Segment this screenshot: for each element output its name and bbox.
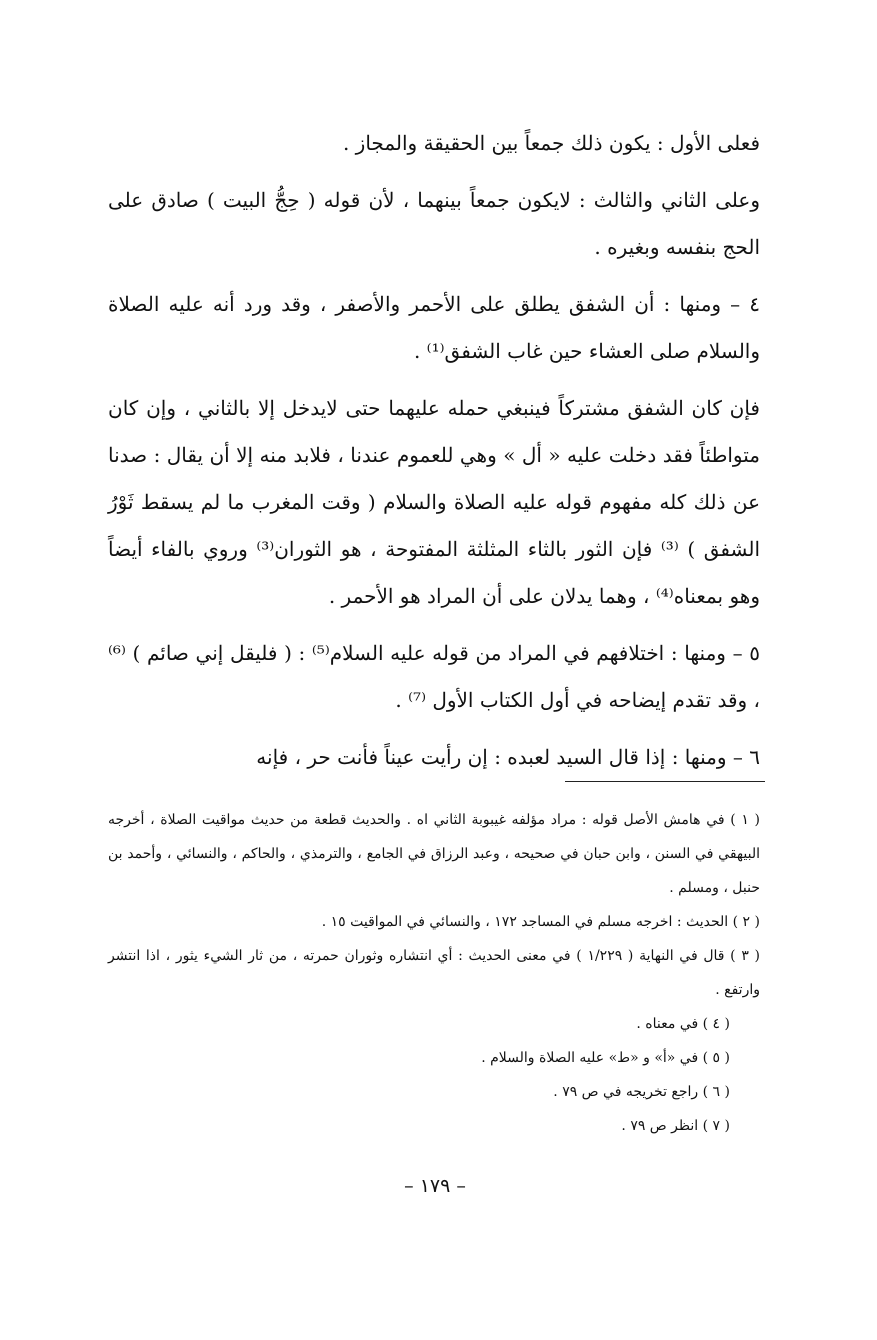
main-text-block xyxy=(108,120,760,791)
footnote: ( ٤ ) في معناه . xyxy=(636,1016,730,1032)
page-number: – ١٧٩ – xyxy=(404,1175,466,1197)
footnotes-block xyxy=(108,803,760,1143)
footnote: ( ٣ ) قال في النهاية ( ١/٢٢٩ ) في معنى الحديث : أي انتشاره وثوران حمرته ، من ثار الشيء يثور ، اذا انتشر وارتفع . xyxy=(108,948,760,998)
footnote: ( ٢ ) الحديث : اخرجه مسلم في المساجد ١٧٢ ، والنسائي في المواقيت ١٥ . xyxy=(321,914,760,930)
footnote: ( ١ ) في هامش الأصل قوله : مراد مؤلفه غيبوبة الثاني اه . والحديث قطعة من حديث مواقيت الصلاة ، أخرجه البيهقي في السنن ، وابن حبان في صحيحه ، وعبد الرزاق في الجامع ، والترمذي ، والحاكم ، والنسائي ، وأحمد بن حنبل ، ومسلم . xyxy=(108,812,760,896)
footnote: ( ٥ ) في «أ» و «ط» عليه الصلاة والسلام . xyxy=(481,1050,730,1066)
paragraph: وعلى الثاني والثالث : لايكون جمعاً بينهما ، لأن قوله ( حِجُّ البيت ) صادق على الحج بنفسه وبغيره . xyxy=(108,188,760,259)
paragraph: فإن كان الشفق مشتركاً فينبغي حمله عليهما حتى لايدخل إلا بالثاني ، وإن كان متواطئاً فقد دخلت عليه « أل » وهي للعموم عندنا ، فلابد منه إلا أن يقال : صدنا عن ذلك كله مفهوم قوله عليه الصلاة والسلام ( وقت المغرب ما لم يسقط ثَوْرُ الشفق ) ⁽³⁾ فإن الثور بالثاء المثلثة المفتوحة ، هو الثوران⁽³⁾ وروي بالفاء أيضاً وهو بمعناه⁽⁴⁾ ، وهما يدلان على أن المراد هو الأحمر . xyxy=(108,396,761,608)
footnote: ( ٦ ) راجع تخريجه في ص ٧٩ . xyxy=(553,1084,730,1100)
paragraph: فعلى الأول : يكون ذلك جمعاً بين الحقيقة والمجاز . xyxy=(342,131,760,155)
paragraph: ٥ – ومنها : اختلافهم في المراد من قوله عليه السلام⁽⁵⁾ : ( فليقل إني صائم ) ⁽⁶⁾ ، وقد تقدم إيضاحه في أول الكتاب الأول ⁽⁷⁾ . xyxy=(108,641,760,712)
paragraph: ٦ – ومنها : إذا قال السيد لعبده : إن رأيت عيناً فأنت حر ، فإنه xyxy=(256,745,760,769)
footnote-divider xyxy=(565,781,765,782)
footnote: ( ٧ ) انظر ص ٧٩ . xyxy=(621,1118,730,1134)
paragraph: ٤ – ومنها : أن الشفق يطلق على الأحمر والأصفر ، وقد ورد أنه عليه الصلاة والسلام صلى العشاء حين غاب الشفق⁽¹⁾ . xyxy=(108,292,760,363)
